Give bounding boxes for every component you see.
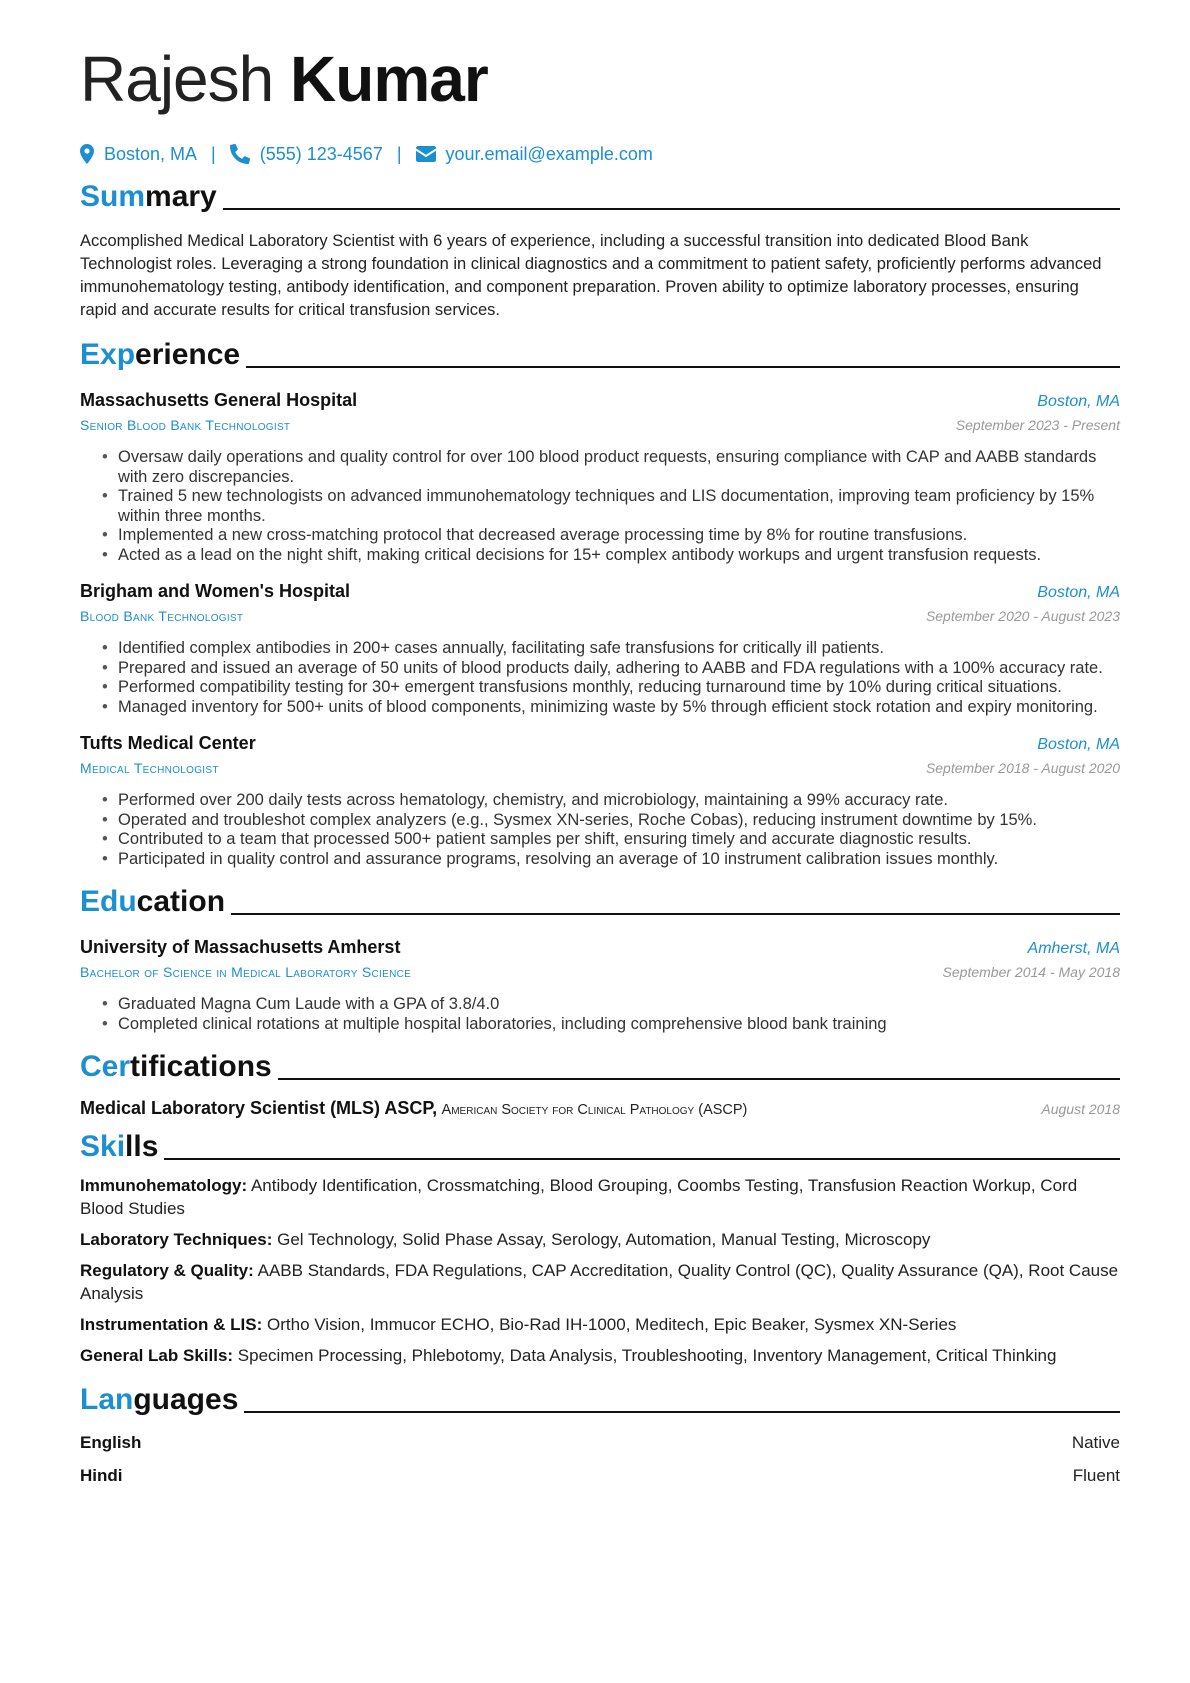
certification-item: Medical Laboratory Scientist (MLS) ASCP, American Society for Clinical Pathology (ASCP) August 2018 <box>80 1098 1120 1118</box>
school-location: Amherst, MA <box>1027 940 1120 957</box>
languages-heading <box>80 1381 1120 1419</box>
contact-email[interactable] <box>416 144 653 165</box>
bullet-item: • Identified complex antibodies in 200+ cases annually, facilitating safe transfusions for critically ill patients. <box>118 639 1120 659</box>
section-rule <box>231 913 1120 915</box>
job-dates: September 2023 - Present <box>955 417 1120 433</box>
language-name: English <box>80 1433 142 1452</box>
summary-text: Accomplished Medical Laboratory Scientist with 6 years of experience, including a successful transition into dedicated Blood Bank Technologist roles. Leveraging a strong foundation in clinical diagnostics and a commitment to patient safety, proficiently performs advanced immunohematology testing, antibody identification, and component preparation. Proven ability to optimize laboratory processes, ensuring rapid and accurate results for critical transfusion services. <box>80 232 1102 319</box>
envelope-icon <box>416 146 436 162</box>
certification-issuer: American Society for Clinical Pathology (ASCP) <box>441 1102 748 1118</box>
experience-entry <box>80 388 1120 565</box>
school-name: University of Massachusetts Amherst <box>80 937 401 957</box>
contact-separator: | <box>396 143 402 164</box>
education-dates: September 2014 - May 2018 <box>942 964 1120 980</box>
section-title-text: Certifications <box>80 1050 272 1083</box>
section-rule <box>246 366 1120 368</box>
summary-heading <box>80 178 1120 216</box>
education-heading <box>80 883 1120 921</box>
resume-name <box>80 40 1120 118</box>
bullet-item: • Prepared and issued an average of 50 units of blood products daily, adhering to AABB and FDA regulations with a 100% accuracy rate. <box>118 659 1120 679</box>
section-title-text: Skills <box>80 1130 159 1163</box>
skills-heading <box>80 1128 1120 1166</box>
bullet-item: • Trained 5 new technologists on advanced immunohematology techniques and LIS documentation, improving team proficiency by 15% within three months. <box>118 487 1120 526</box>
section-rule <box>164 1158 1120 1160</box>
education-bullets <box>80 995 1120 1034</box>
contact-location <box>80 144 197 165</box>
phone-text: (555) 123-4567 <box>259 143 383 164</box>
job-title: Blood Bank Technologist <box>80 608 244 624</box>
bullet-item: • Implemented a new cross-matching protocol that decreased average processing time by 8% for routine transfusions. <box>118 526 1120 546</box>
section-title-text: Summary <box>80 180 217 213</box>
job-location: Boston, MA <box>1037 393 1120 410</box>
section-title-text: Education <box>80 885 226 918</box>
experience-entry <box>80 731 1120 869</box>
section-rule <box>244 1411 1120 1413</box>
section-rule <box>278 1078 1120 1080</box>
certification-date: August 2018 <box>1041 1101 1120 1117</box>
education-entry <box>80 935 1120 1034</box>
contact-phone[interactable] <box>230 144 383 165</box>
employer-name: Brigham and Women's Hospital <box>80 581 350 601</box>
skills-list <box>80 1174 1120 1367</box>
job-location: Boston, MA <box>1037 736 1120 753</box>
skill-row: Instrumentation & LIS: Ortho Vision, Immucor ECHO, Bio-Rad IH-1000, Meditech, Epic Beaker, Sysmex XN-Series <box>80 1315 957 1334</box>
bullet-item: • Graduated Magna Cum Laude with a GPA of 3.8/4.0 <box>118 995 1120 1015</box>
section-title-text: Languages <box>80 1383 239 1416</box>
certifications-heading <box>80 1048 1120 1086</box>
job-bullets <box>80 639 1120 717</box>
job-location: Boston, MA <box>1037 584 1120 601</box>
experience-heading <box>80 336 1120 374</box>
employer-name: Tufts Medical Center <box>80 733 256 753</box>
contact-bar <box>80 140 1120 168</box>
job-dates: September 2018 - August 2020 <box>925 760 1120 776</box>
bullet-item: • Contributed to a team that processed 500+ patient samples per shift, ensuring timely and accurate diagnostic results. <box>118 830 1120 850</box>
first-name: Rajesh <box>80 43 274 115</box>
job-title: Medical Technologist <box>80 760 219 776</box>
phone-icon <box>230 144 250 164</box>
skill-row: Regulatory & Quality: AABB Standards, FDA Regulations, CAP Accreditation, Quality Control (QC), Quality Assurance (QA), Root Cause Analysis <box>80 1261 1119 1303</box>
skill-row: Laboratory Techniques: Gel Technology, Solid Phase Assay, Serology, Automation, Manual Testing, Microscopy <box>80 1230 931 1249</box>
job-title: Senior Blood Bank Technologist <box>80 417 291 433</box>
skill-row: Immunohematology: Antibody Identification, Crossmatching, Blood Grouping, Coombs Testing, Transfusion Reaction Workup, Cord Blood Studies <box>80 1176 1078 1218</box>
bullet-item: • Managed inventory for 500+ units of blood components, minimizing waste by 5% through efficient stock rotation and expiry monitoring. <box>118 698 1120 718</box>
section-title-text: Experience <box>80 338 241 371</box>
resume-page <box>80 40 1120 1487</box>
language-level: Fluent <box>1072 1466 1120 1485</box>
map-pin-icon <box>80 144 94 164</box>
email-text: your.email@example.com <box>445 143 653 164</box>
certification-name: Medical Laboratory Scientist (MLS) ASCP <box>80 1098 433 1118</box>
language-row <box>80 1464 1120 1487</box>
job-bullets <box>80 448 1120 565</box>
job-bullets <box>80 791 1120 869</box>
bullet-item: • Performed compatibility testing for 30+ emergent transfusions monthly, reducing turnaround time by 10% during critical situations. <box>118 678 1120 698</box>
language-name: Hindi <box>80 1466 123 1485</box>
employer-name: Massachusetts General Hospital <box>80 390 358 410</box>
location-text: Boston, MA <box>104 143 198 164</box>
bullet-item: • Operated and troubleshot complex analyzers (e.g., Sysmex XN-series, Roche Cobas), reducing instrument downtime by 15%. <box>118 811 1120 831</box>
bullet-item: • Performed over 200 daily tests across hematology, chemistry, and microbiology, maintaining a 99% accuracy rate. <box>118 791 1120 811</box>
bullet-item: • Participated in quality control and assurance programs, resolving an average of 10 instrument calibration issues monthly. <box>118 850 1120 870</box>
experience-entry <box>80 579 1120 717</box>
skill-row: General Lab Skills: Specimen Processing, Phlebotomy, Data Analysis, Troubleshooting, Inventory Management, Critical Thinking <box>80 1346 1057 1365</box>
degree-title: Bachelor of Science in Medical Laboratory Science <box>80 964 412 980</box>
job-dates: September 2020 - August 2023 <box>925 608 1120 624</box>
bullet-item: • Oversaw daily operations and quality control for over 100 blood product requests, ensuring compliance with CAP and AABB standards with zero discrepancies. <box>118 448 1120 487</box>
section-rule <box>223 208 1120 210</box>
language-level: Native <box>1071 1433 1120 1452</box>
bullet-item: • Acted as a lead on the night shift, making critical decisions for 15+ complex antibody workups and urgent transfusion requests. <box>118 546 1120 566</box>
language-row <box>80 1431 1120 1454</box>
bullet-item: • Completed clinical rotations at multiple hospital laboratories, including comprehensive blood bank training <box>118 1015 1120 1035</box>
last-name: Kumar <box>290 43 488 115</box>
contact-separator: | <box>211 143 216 164</box>
